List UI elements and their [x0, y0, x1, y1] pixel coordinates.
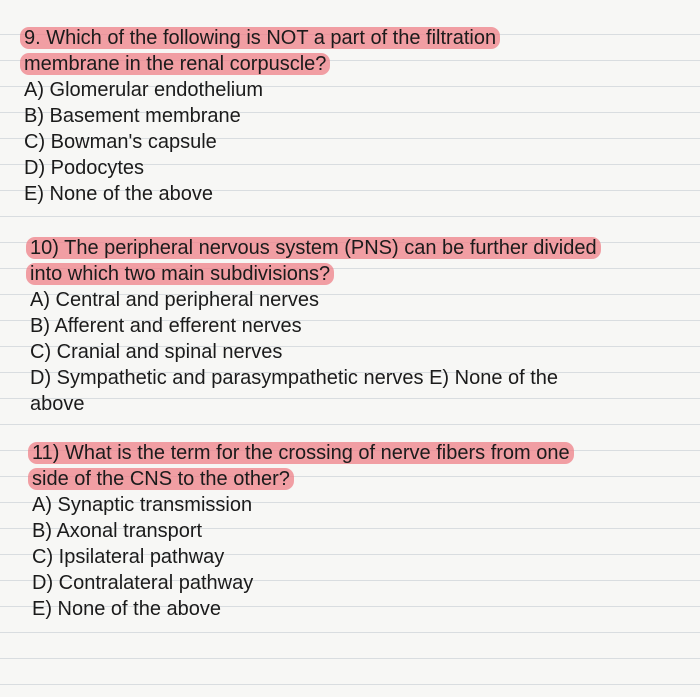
question-stem — [24, 25, 674, 77]
option-b: B) Basement membrane — [24, 105, 241, 127]
option-c: C) Bowman's capsule — [24, 131, 217, 153]
question-stem-line-highlighted: membrane in the renal corpuscle? — [20, 53, 330, 75]
question-stem-line-highlighted: into which two main subdivisions? — [26, 263, 334, 285]
question-11 — [32, 440, 672, 622]
option-d-e: D) Sympathetic and parasympathetic nerves E) None of the — [30, 367, 559, 389]
question-stem-line-highlighted: 10) The peripheral nervous system (PNS) can be further divided — [26, 237, 601, 259]
option-d: D) Contralateral pathway — [32, 572, 254, 594]
question-stem — [30, 235, 670, 287]
question-stem-line-highlighted: 9. Which of the following is NOT a part of the filtration — [20, 27, 500, 49]
option-b: B) Axonal transport — [32, 520, 203, 542]
answer-options — [24, 77, 674, 207]
option-a: A) Central and peripheral nerves — [30, 289, 320, 311]
option-e-continued: above — [30, 393, 85, 415]
option-b: B) Afferent and efferent nerves — [30, 315, 302, 337]
option-d: D) Podocytes — [24, 157, 145, 179]
question-stem-line-highlighted: 11) What is the term for the crossing of nerve fibers from one — [28, 442, 574, 464]
option-a: A) Synaptic transmission — [32, 494, 253, 516]
question-10 — [30, 235, 670, 417]
question-9 — [24, 25, 674, 207]
option-e: E) None of the above — [32, 598, 222, 620]
answer-options — [32, 492, 672, 622]
answer-options — [30, 287, 670, 417]
option-e: E) None of the above — [24, 183, 214, 205]
question-stem — [32, 440, 672, 492]
option-c: C) Cranial and spinal nerves — [30, 341, 283, 363]
option-c: C) Ipsilateral pathway — [32, 546, 225, 568]
question-stem-line-highlighted: side of the CNS to the other? — [28, 468, 294, 490]
option-a: A) Glomerular endothelium — [24, 79, 263, 101]
